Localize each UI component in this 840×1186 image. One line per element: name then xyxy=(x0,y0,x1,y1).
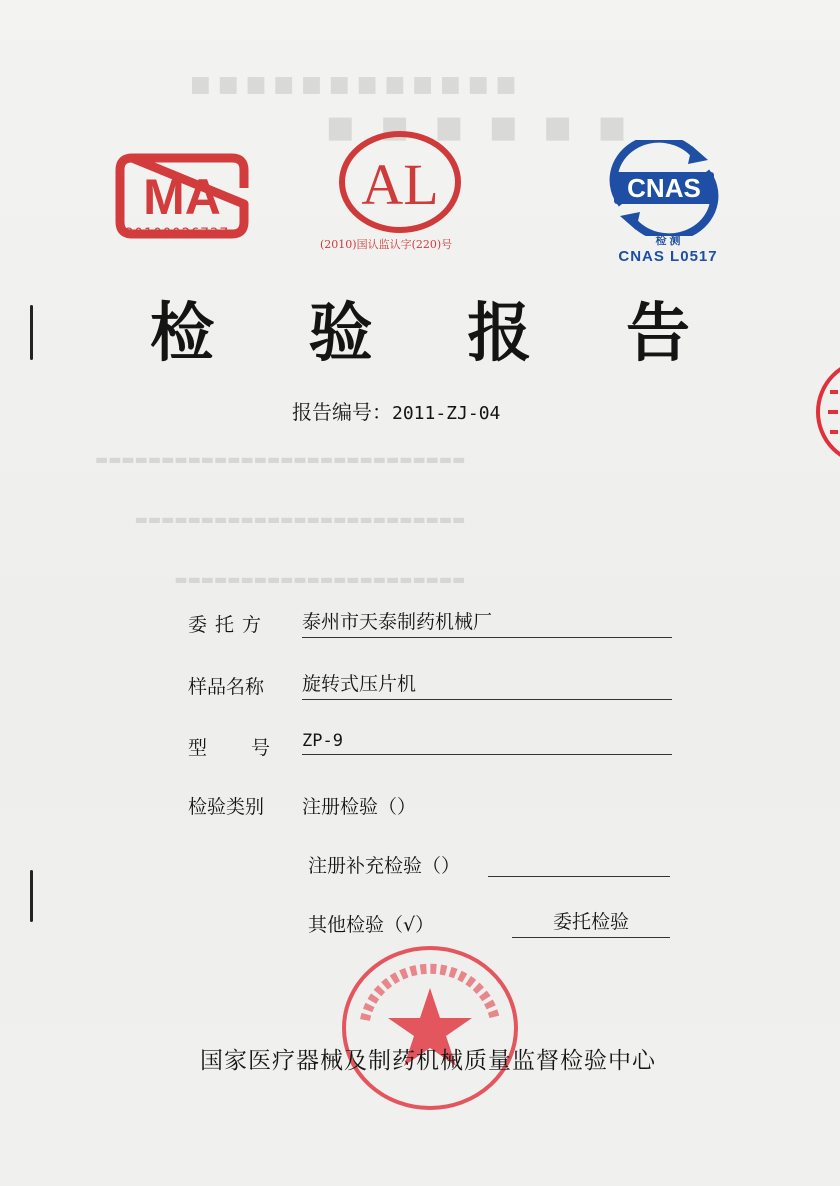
cal-logo xyxy=(336,128,464,236)
ma-logo-text: MA xyxy=(143,169,221,225)
official-red-seal xyxy=(335,940,525,1115)
model-value: ZP-9 xyxy=(302,731,672,755)
bleed-through-text: ■ ■ ■ ■ ■ ■ ■ ■ ■ ■ ■ ■ xyxy=(190,72,517,97)
title-char: 告 xyxy=(625,296,690,371)
cnas-code: CNAS L0517 xyxy=(618,248,718,265)
category-label: 检验类别 xyxy=(188,796,265,818)
document-title xyxy=(150,282,690,374)
staple-mark xyxy=(30,870,33,922)
bleed-through-text: ■■■■■■ xyxy=(300,110,627,145)
ma-certificate-number: 2010002673Z xyxy=(125,226,229,242)
al-logo-text: AL xyxy=(361,152,439,217)
category-registration: 注册检验（） xyxy=(302,796,417,818)
model-label: 型 号 xyxy=(188,737,271,759)
category-supplementary: 注册补充检验（） xyxy=(308,855,461,877)
report-number xyxy=(292,396,500,425)
title-char: 验 xyxy=(308,296,373,371)
category-other: 其他检验（√） xyxy=(308,914,435,936)
supplementary-underline xyxy=(488,876,670,877)
sample-name-value: 旋转式压片机 xyxy=(302,669,672,700)
cnas-caption xyxy=(612,232,724,265)
title-char: 报 xyxy=(467,296,532,371)
cnas-testing-label: 检 测 xyxy=(655,235,681,247)
client-value: 泰州市天泰制药机械厂 xyxy=(302,607,672,638)
report-number-value: 2011-ZJ-04 xyxy=(392,403,501,424)
bleed-through-lines: ▬▬▬▬▬▬▬▬▬▬▬▬▬▬▬▬▬▬▬▬▬▬▬▬▬▬▬▬ ▬▬▬▬▬▬▬▬▬▬▬▬▬▬▬▬▬▬▬▬▬▬▬▬▬ ▬▬▬▬▬▬▬▬▬▬▬▬▬▬▬▬▬▬▬▬▬▬ xyxy=(95,452,466,588)
cnas-logo xyxy=(600,140,728,236)
al-certificate-caption: (2010)国认监认字(220)号 xyxy=(320,238,453,251)
staple-mark xyxy=(30,305,33,360)
client-label: 委托方 xyxy=(188,614,270,636)
issuing-organization: 国家医疗器械及制药机械质量监督检验中心 xyxy=(200,1048,656,1074)
sample-name-label: 样品名称 xyxy=(188,676,265,698)
partial-seal-right-edge xyxy=(808,352,840,472)
title-char: 检 xyxy=(150,296,214,371)
report-number-label: 报告编号： xyxy=(292,400,392,424)
cnas-logo-text: CNAS xyxy=(627,173,701,203)
category-other-detail: 委托检验 xyxy=(512,907,670,938)
